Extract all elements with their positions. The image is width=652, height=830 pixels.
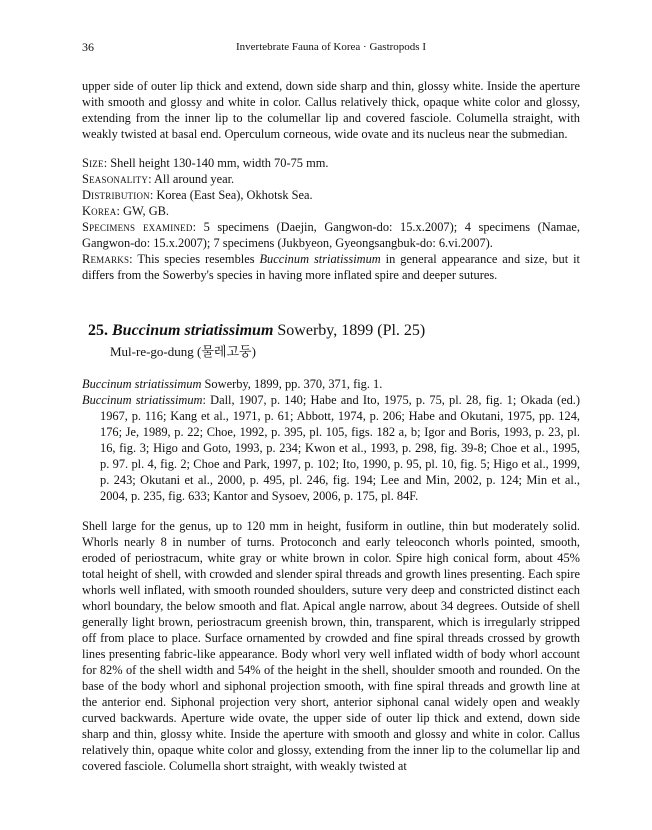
synonymy-name: Buccinum striatissimum <box>82 393 203 407</box>
species-fields <box>82 155 580 283</box>
korea-label: Korea <box>82 204 117 218</box>
synonymy-name: Buccinum striatissimum <box>82 377 202 391</box>
remarks-after: in general appearance and size, but it differs from the Sowerby's species in having more inflated spire and deeper sutures. <box>82 252 580 282</box>
remarks-field: Remarks: This species resembles Buccinum striatissimum in general appearance and size, but it differs from the Sowerby's species in having more inflated spire and deeper sutures. <box>82 252 580 282</box>
remarks-species: Buccinum striatissimum <box>259 252 381 266</box>
specimens-label: Specimens examined <box>82 220 193 234</box>
species-vernacular-name: Mul-re-go-dung (물레고둥) <box>110 344 256 359</box>
seasonality-field: Seasonality: All around year. <box>82 172 235 186</box>
species-authority: Sowerby, 1899 (Pl. 25) <box>277 322 426 339</box>
species-number: 25. <box>88 322 108 339</box>
synonymy-entry <box>82 392 580 504</box>
seasonality-value: All around year. <box>153 172 235 186</box>
species-scientific-name: Buccinum striatissimum <box>112 322 274 339</box>
synonymy-text: Sowerby, 1899, pp. 370, 371, fig. 1. <box>201 377 383 391</box>
species-heading <box>82 321 580 341</box>
synonymy-list <box>82 376 580 504</box>
continuation-paragraph: upper side of outer lip thick and extend, down side sharp and thin, glossy white. Inside the aperture with smooth and glossy and white in color. Callus relatively thick, opaque white color and glossy, extending from the inner lip to the columellar lip and covered fasciole. Columella straight, with weakly twisted at basal end. Operculum corneous, wide ovate and its nucleus near the submedian. <box>82 79 580 141</box>
specimens-field: Specimens examined: 5 specimens (Daejin, Gangwon-do: 15.x.2007); 4 specimens (Namae, Gangwon-do: 15.x.2007); 7 specimens (Jukbyeon, Gyeongsangbuk-do: 6.vi.2007). <box>82 220 580 250</box>
page-number: 36 <box>82 40 94 54</box>
seasonality-label: Seasonality <box>82 172 149 186</box>
synonymy-entry <box>82 376 580 392</box>
size-field: Size: Shell height 130-140 mm, width 70-75 mm. <box>82 156 329 170</box>
synonymy-text: : Dall, 1907, p. 140; Habe and Ito, 1975, p. 75, pl. 28, fig. 1; Okada (ed.) 1967, p. 116; Kang et al., 1971, p. 61; Abbott, 1974, p. 206; Habe and Okutani, 1975, pp. 124, 176; Je, 1989, p. 22; Choe, 1992, p. 395, pl. 105, figs. 182 a, b; Igor and Boris, 1993, p. 23, pl. 16, fig. 3; Higo and Goto, 1993, p. 234; Kwon et al., 1993, p. 298, fig. 39-8; Choe et al., 1995, p. 97. pl. 4, fig. 2; Choe and Park, 1997, p. 102; Ito, 1990, p. 95, pl. 10, fig. 5; Higo et al., 1999, p. 243; Okutani et al., 2000, p. 495, pl. 246, fig. 194; Lee and Min, 2002, p. 124; Min et al., 2004, p. 235, fig. 633; Kantor and Sysoev, 2006, p. 175, pl. 84F. <box>100 393 581 503</box>
description-paragraph: Shell large for the genus, up to 120 mm in height, fusiform in outline, thin but moderately solid. Whorls nearly 8 in number of turns. Protoconch and early teleoconch whorls pointed, smooth, eroded of periostracum, white gray or white brown in color. Spire high conical form, about 45% total height of shell, with crowded and slender spiral threads and growth lines presenting. Each spire whorls well inflated, with smooth rounded shoulders, suture very deep and constricted distinct each whorl boundary, the below smooth and flat. Apical angle narrow, about 34 degrees. Outside of shell generally light brown, periostracum greenish brown, thin, transparent, which is irregularly stripped off from place to place. Surface ornamented by crowded and fine spiral threads crossed by growth lines presenting fabric-like appearance. Body whorl very well inflated width of body whorl account for 82% of the shell width and 54% of the height in the shell, shoulder smooth and rounded. On the base of the body whorl and siphonal projection smooth, with fine spiral threads and growth line at the anterior end. Siphonal projection very short, anterior siphonal canal widely open and weakly curved backwards. Aperture wide ovate, the upper side of outer lip thick and extend, down side sharp and thin, glossy white. Inside the aperture with smooth and glossy and white in color. Callus relatively thin, opaque white color and glossy, extending from the inner lip to the columellar lip and covered fasciole. Columella short straight, with weakly twisted at <box>82 519 580 773</box>
distribution-field: Distribution: Korea (East Sea), Okhotsk Sea. <box>82 188 313 202</box>
korea-field: Korea: GW, GB. <box>82 204 170 218</box>
size-label: Size <box>82 156 104 170</box>
distribution-label: Distribution <box>82 188 150 202</box>
running-header <box>82 40 580 58</box>
remarks-before: This species resembles <box>137 252 260 266</box>
running-title: Invertebrate Fauna of Korea · Gastropods I <box>236 41 426 53</box>
specimens-value: 5 specimens (Daejin, Gangwon-do: 15.x.2007); 4 specimens (Namae, Gangwon-do: 15.x.2007); 7 specimens (Jukbyeon, Gyeongsangbuk-do: 6.vi.2007). <box>82 220 580 250</box>
page-content <box>82 78 580 774</box>
remarks-label: Remarks <box>82 252 130 266</box>
korea-value: GW, GB. <box>123 204 170 218</box>
distribution-value: Korea (East Sea), Okhotsk Sea. <box>156 188 313 202</box>
size-value: Shell height 130-140 mm, width 70-75 mm. <box>110 156 329 170</box>
